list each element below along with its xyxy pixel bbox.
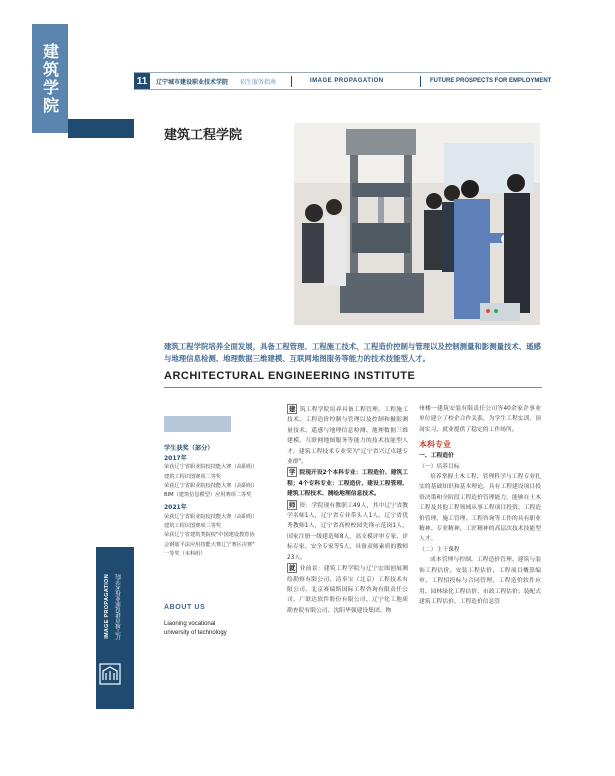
awards-heading: 学生获奖（部分）	[164, 445, 214, 452]
award-item: 荣获辽宁省建筑类院校"中国建设教育协	[164, 532, 255, 539]
sub-heading: （二）主干课程	[419, 546, 460, 553]
paragraph: 成本管理与控制、工程造价管理、建筑与装饰工程估价、安装工程估价、工程项目概算编审、工程招投标与合同管理、工程造价软件应用、园林绿化工程估价、市政工程估价；装配式建筑工程估价、工程造价信息管	[419, 557, 541, 605]
side-panel-chinese: 辽宁城市建设职业技术学院	[116, 574, 122, 640]
decorative-box	[164, 416, 231, 432]
text-column-2	[419, 404, 541, 607]
about-line: university of technology	[164, 630, 227, 636]
tab-block	[68, 119, 134, 138]
english-title: ARCHITECTURAL ENGINEERING INSTITUTE	[164, 370, 416, 382]
header-divider	[420, 76, 421, 87]
side-tab-label: 建筑学院	[40, 42, 60, 115]
sub-heading: （一）培养目标	[419, 463, 460, 470]
page-title: 建筑工程学院	[164, 128, 243, 143]
header-guide: 招生服务指南	[240, 78, 277, 86]
drop-cap: 建	[289, 405, 296, 413]
side-tab	[32, 24, 68, 133]
paragraph: 学 院现开设2个本科专业：工程造价、建筑工程；4个专科专业：工程造价、建设工程管理、建筑工程技术、测绘地理信息技术。	[287, 468, 408, 498]
section-heading: 本科专业	[419, 440, 451, 450]
award-item: 荣获辽宁省职业院校技能大赛（高职组）	[164, 464, 258, 471]
header-tagline: FUTURE PROSPECTS FOR EMPLOYMENT	[430, 78, 552, 84]
about-line: Liaoning vocational	[164, 621, 216, 627]
awards-list	[164, 444, 284, 559]
award-item: 荣获辽宁省职业院校技能大赛（高职组）	[164, 482, 258, 489]
header-divider	[291, 76, 292, 87]
awards-year: 2017年	[164, 455, 187, 462]
awards-year: 2021年	[164, 504, 187, 512]
header-section: IMAGE PROPAGATION	[310, 78, 384, 84]
intro-blurb: 建筑工程学院培养全面发展，具备工程管理、工程施工技术、工程造价控制与管理以及控制测量和影测量技术、遥感与地理信息检测、地理数据三维建模、互联网地图服务等能力的技术技能型人才。	[164, 342, 541, 363]
lab-photo-illustration	[294, 123, 540, 325]
page-number: 11	[134, 73, 150, 89]
award-item: BIM（建筑信息模型）应用赛项二等奖	[164, 492, 252, 499]
award-item: 会钢筋平法应用技能大赛辽宁赛区决赛"	[164, 541, 255, 548]
paragraph: 就 业前景：建筑工程学院与辽宁宏图创展测绘勘察有限公司、清奉宝（北京）工程技术有限公司、北京赛瑞斯国际工程咨询有限责任公司、广联达软件股份有限公司、辽宁化工地质勘查院有限公司、沈阳华强建设集团、物	[287, 564, 408, 614]
paragraph: 建 筑工程学院培养具备工程管理、工程施工技术、工程造价控制与管理以及控制和摄影测量技术、遥感与地理信息检测、地理数据三维建模、互联网地图服务等能力的技术技能型人才。建筑工程技术专业荣为"辽宁省兴辽卓越专业群"。	[287, 405, 408, 466]
paragraph: 师 资：学院现有教职工49人，其中辽宁省教学名师1人，辽宁省专业带头人1人，辽宁省优秀教师1人，辽宁省高校校园先锋示范岗1人，国家注册一级建造师8人，高支模评审专家、评标专家、安全专家等5人，具备双师素质的教师23人。	[287, 500, 408, 561]
award-item: 建筑工程识图赛项三等奖	[164, 523, 222, 530]
award-item: 一等奖（本科组）	[164, 550, 206, 557]
paragraph: 培养掌握土木工程、管理科学与工程专业扎实的基础知识和基本理论，具有工程建设项目投资决策和全阶段工程造价管理能力，能够在土木工程及其他工程领域从事工程项目投资、工程造价管理、施工管理、工程咨询等工作的具有职业精神、专业精神，工匠精神的高层次技术技能型人才。	[419, 474, 541, 543]
drop-cap: 学	[289, 468, 296, 477]
about-label: ABOUT US	[164, 604, 206, 611]
side-panel-english: IMAGE PROPAGATION	[104, 574, 110, 639]
school-logo-icon	[99, 663, 121, 685]
major-heading: 一、工程造价	[419, 453, 454, 460]
text-column-1	[287, 404, 408, 616]
drop-cap: 就	[289, 564, 296, 573]
header-school: 辽宁城市建设职业技术学院	[156, 78, 229, 86]
title-rule	[164, 387, 542, 388]
lab-photo	[294, 123, 540, 325]
drop-cap: 师	[289, 500, 296, 509]
award-item: 建筑工程识图赛项二等奖	[164, 473, 222, 480]
about-subtitle	[164, 620, 264, 638]
page-header	[134, 72, 552, 90]
paragraph: 州楼一建筑安装有限责任公司等40余家企事业单位建立了校企合作关系，为学生工程实训、顶岗实习、就业提供了稳定的工作场所。	[419, 406, 541, 433]
award-item: 荣获辽宁省职业院校技能大赛（高职组）	[164, 513, 258, 520]
